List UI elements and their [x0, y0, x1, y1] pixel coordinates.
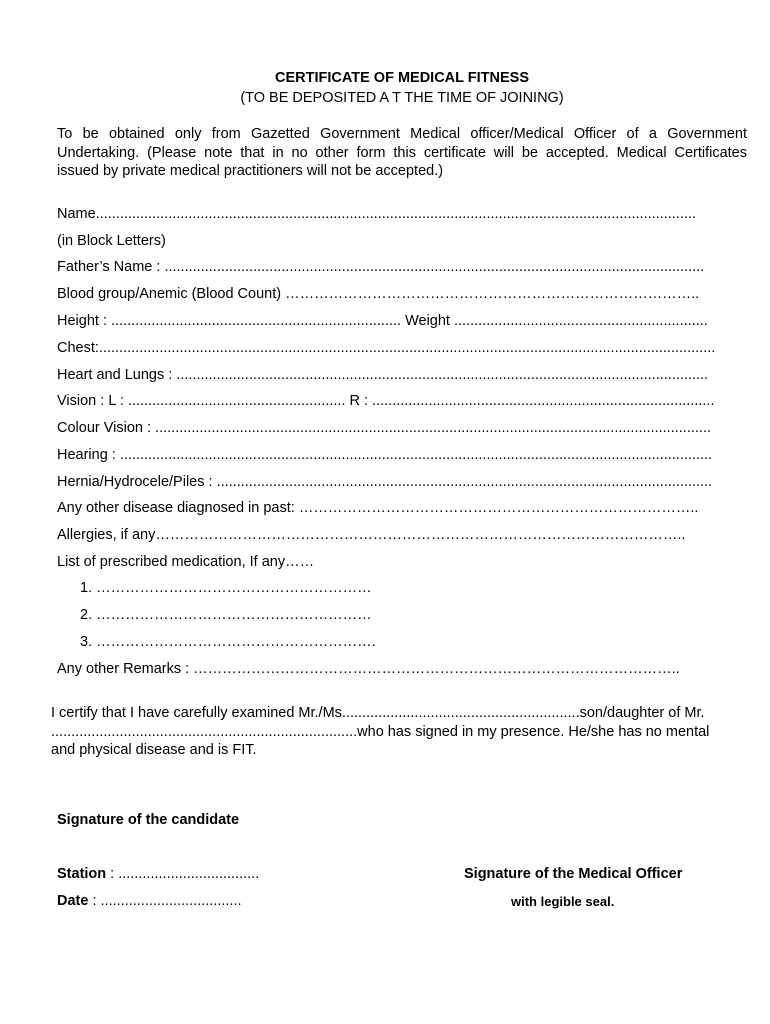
hernia-field: Hernia/Hydrocele/Piles : ........................................................................................................................... [57, 474, 713, 490]
certification-line-3: and physical disease and is FIT. [51, 742, 257, 758]
name-field: Name..................................................................................................................................................... [57, 206, 696, 222]
medication-item-1: 1. ………………………………………………… [80, 580, 372, 596]
station-value: : ................................... [106, 866, 260, 882]
heart-lungs-field: Heart and Lungs : .................................................................................................................................... [57, 367, 709, 383]
chest-field: Chest:......................................................................................................................................................... [57, 340, 716, 356]
remarks-field: Any other Remarks : ……………………………………………………………………………………….. [57, 661, 680, 677]
allergies-field: Allergies, if any……………………………………………………………………………………………….. [57, 527, 686, 543]
certification-paragraph [51, 704, 751, 760]
block-letters-note: (in Block Letters) [57, 233, 166, 249]
intro-line-2: Undertaking. (Please note that in no other form this certificate will be accepted. Medical Certificates [57, 144, 747, 161]
document-title: CERTIFICATE OF MEDICAL FITNESS [274, 70, 530, 86]
intro-line-1: To be obtained only from Gazetted Government Medical officer/Medical Officer of a Government [57, 126, 747, 142]
hearing-field: Hearing : ................................................................................................................................................... [57, 447, 713, 463]
station-label: Station [57, 866, 107, 882]
certification-line-2: ............................................................................who has signed in my presence. He/she has no mental [51, 723, 710, 740]
blood-group-field: Blood group/Anemic (Blood Count) ………………………………………………………………………….. [57, 286, 700, 302]
medication-item-3: 3. …………………………………………………. [80, 634, 376, 650]
station-field [57, 866, 259, 882]
medical-officer-signature-label: Signature of the Medical Officer [464, 866, 683, 882]
colour-vision-field: Colour Vision : .......................................................................................................................................... [57, 420, 712, 436]
legible-seal-note: with legible seal. [511, 894, 615, 909]
candidate-signature-label: Signature of the candidate [57, 812, 240, 828]
intro-line-3: issued by private medical practitioners will not be accepted.) [57, 163, 444, 179]
document-subtitle: (TO BE DEPOSITED A T THE TIME OF JOINING) [240, 90, 564, 106]
medication-label: List of prescribed medication, If any…… [57, 554, 315, 570]
other-disease-field: Any other disease diagnosed in past: ……………………………………………………………………….. [57, 500, 699, 516]
date-label: Date [57, 893, 89, 909]
medication-item-2: 2. ………………………………………………… [80, 607, 372, 623]
height-weight-field: Height : ........................................................................ Weight ............................................................... [57, 313, 708, 329]
fathers-name-field: Father’s Name : ...................................................................................................................................... [57, 259, 705, 275]
intro-paragraph [57, 125, 747, 181]
date-value: : ................................... [88, 893, 242, 909]
certification-line-1: I certify that I have carefully examined Mr./Ms...........................................................son/daughter of Mr. [51, 705, 705, 721]
vision-field: Vision : L : ...................................................... R : ..................................................................................... [57, 393, 715, 409]
date-field [57, 893, 242, 909]
